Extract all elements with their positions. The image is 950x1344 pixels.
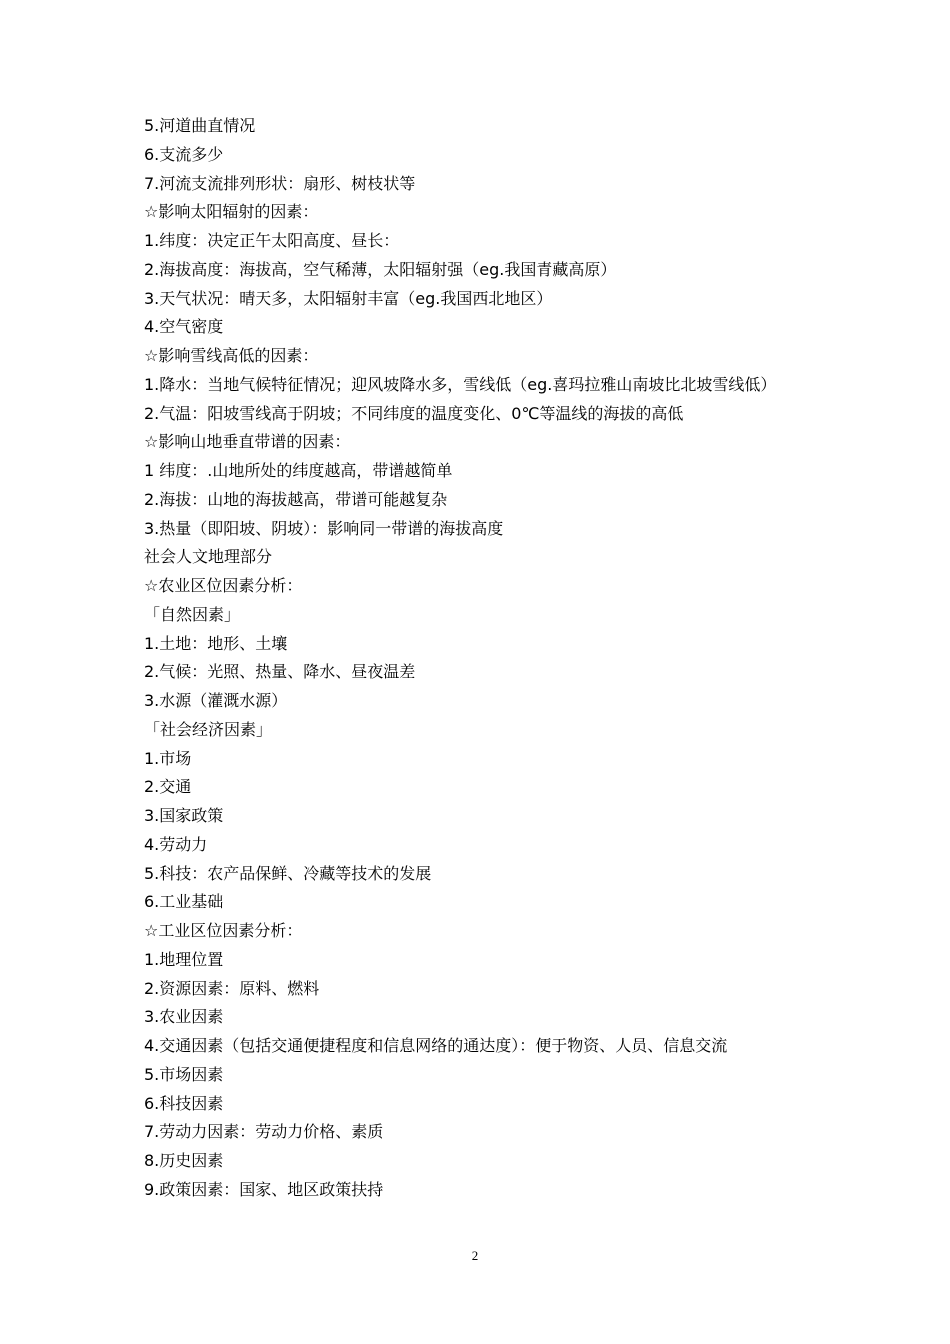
text-line: 7.河流支流排列形状：扇形、树枝状等 xyxy=(144,173,416,193)
text-line: 1.纬度：决定正午太阳高度、昼长： xyxy=(144,231,400,250)
text-line: 5.河道曲直情况 xyxy=(144,116,256,135)
text-line: 3.农业因素 xyxy=(144,1007,224,1027)
text-line: 3.天气状况：晴天多，太阳辐射丰富（eg.我国西北地区） xyxy=(144,288,553,308)
text-line: 3.热量（即阳坡、阴坡）：影响同一带谱的海拔高度 xyxy=(144,518,504,538)
text-line: 5.科技：农产品保鲜、冷藏等技术的发展 xyxy=(144,863,432,883)
section-heading: ☆影响山地垂直带谱的因素： xyxy=(144,432,351,452)
page-number: 2 xyxy=(471,1248,479,1263)
text-line: 1.市场 xyxy=(144,748,192,768)
text-line: 3.水源（灌溉水源） xyxy=(144,691,288,710)
text-line: 6.支流多少 xyxy=(144,144,224,164)
text-line: 1 纬度：.山地所处的纬度越高，带谱越简单 xyxy=(144,461,453,480)
text-line: 5.市场因素 xyxy=(144,1064,224,1084)
text-line: 9.政策因素：国家、地区政策扶持 xyxy=(144,1179,384,1199)
text-line: 8.历史因素 xyxy=(144,1151,224,1170)
subsection-heading: 「社会经济因素」 xyxy=(144,719,273,739)
text-line: 1.土地：地形、土壤 xyxy=(144,633,288,653)
text-line: 2.气候：光照、热量、降水、昼夜温差 xyxy=(144,662,416,682)
text-line: 6.科技因素 xyxy=(144,1093,224,1113)
section-heading: ☆农业区位因素分析： xyxy=(144,576,303,595)
section-heading: ☆工业区位因素分析： xyxy=(144,921,303,940)
part-heading: 社会人文地理部分 xyxy=(144,547,273,567)
subsection-heading: 「自然因素」 xyxy=(144,604,241,624)
text-line: 4.劳动力 xyxy=(144,834,208,854)
text-line: 2.海拔高度：海拔高，空气稀薄，太阳辐射强（eg.我国青藏高原） xyxy=(144,259,617,279)
text-line: 4.空气密度 xyxy=(144,317,224,337)
document-body xyxy=(144,112,844,1205)
text-line: 2.交通 xyxy=(144,777,192,797)
text-line: 2.气温：阳坡雪线高于阴坡；不同纬度的温度变化、0℃等温线的海拔的高低 xyxy=(144,403,684,423)
text-line: 4.交通因素（包括交通便捷程度和信息网络的通达度）：便于物资、人员、信息交流 xyxy=(144,1036,728,1055)
text-line: 6.工业基础 xyxy=(144,892,224,912)
section-heading: ☆影响太阳辐射的因素： xyxy=(144,202,319,222)
text-line: 1.地理位置 xyxy=(144,949,224,969)
text-line: 1.降水：当地气候特征情况；迎风坡降水多，雪线低（eg.喜玛拉雅山南坡比北坡雪线低） xyxy=(144,374,777,394)
text-line: 2.海拔：山地的海拔越高，带谱可能越复杂 xyxy=(144,489,448,509)
section-heading: ☆影响雪线高低的因素： xyxy=(144,346,319,365)
text-line: 2.资源因素：原料、燃料 xyxy=(144,978,320,998)
text-line: 7.劳动力因素：劳动力价格、素质 xyxy=(144,1122,384,1142)
text-line: 3.国家政策 xyxy=(144,806,224,825)
